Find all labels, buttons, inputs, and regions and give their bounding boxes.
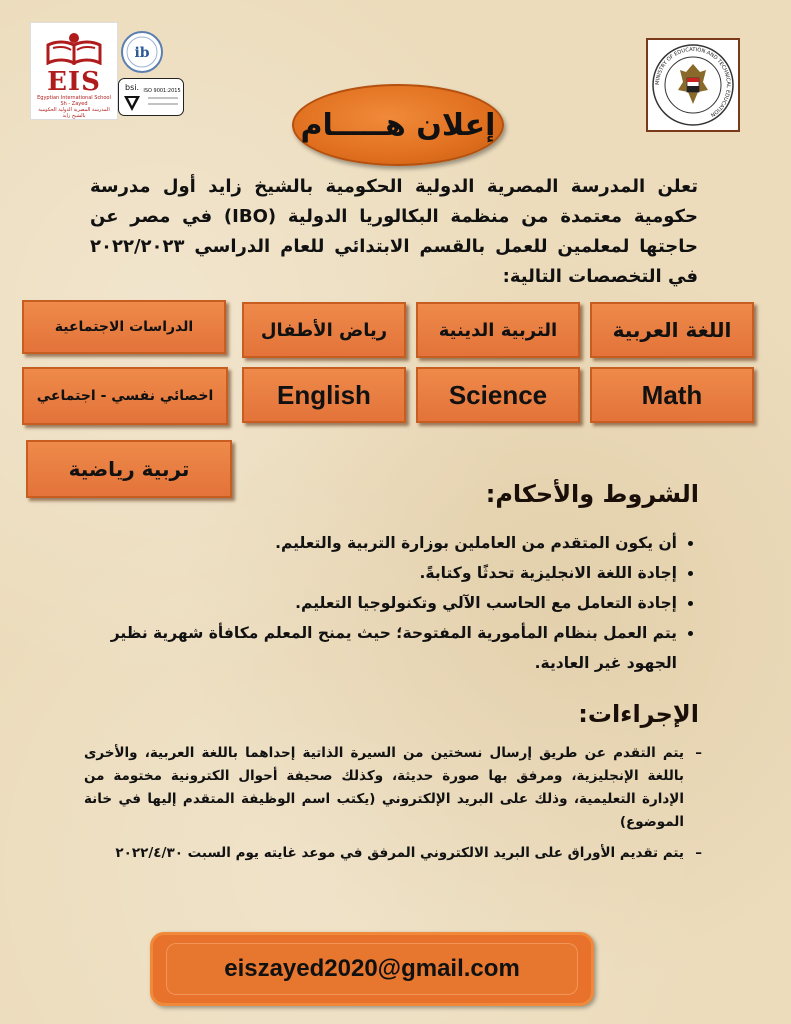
procedure-item: – يتم تقديم الأوراق على البريد الالكتروني المرفق في موعد غايته يوم السبت ٢٠٢٢/٤/٣٠: [115, 845, 702, 861]
eis-logo-subtitle-ar: المدرسة المصرية الدولية الحكومية بالشيخ زايد: [38, 107, 110, 119]
subject-pe: تربية رياضية: [26, 440, 232, 498]
subject-kindergarten: رياض الأطفال: [242, 302, 406, 358]
email-box: [150, 932, 594, 1006]
procedure-text: يتم التقدم عن طريق إرسال نسختين من السيرة الذاتية إحداهما باللغة العربية، والأخرى باللغة الإنجليزية، ومرفق بها صورة حديثة، وكذلك صحيفة أحوال الكترونية مختومة من الإدارة التعليمية، وذلك على البريد الإلكتروني (يكتب اسم الوظيفة المتقدم إليها في خانة الموضوع): [84, 745, 684, 830]
procedure-text: يتم تقديم الأوراق على البريد الالكتروني المرفق في موعد غايته يوم السبت ٢٠٢٢/٤/٣٠: [115, 845, 684, 861]
subject-math: Math: [590, 367, 754, 423]
subject-social-studies: الدراسات الاجتماعية: [22, 300, 226, 354]
eis-logo: [30, 22, 118, 120]
intro-paragraph: تعلن المدرسة المصرية الدولية الحكومية بالشيخ زايد أول مدرسة حكومية معتمدة من منظمة البكالوريا الدولية (IBO) في مصر عن حاجتها لمعلمين للعمل بالقسم الابتدائي للعام الدراسي ٢٠٢٢/٢٠٢٣ في التخصصات التالية:: [90, 176, 698, 287]
eis-logo-subtitle: Egyptian International School Sh - Zayed: [37, 95, 111, 107]
procedures-list: [84, 742, 702, 873]
eis-logo-text: EIS: [47, 67, 101, 97]
procedures-heading: الإجراءات:: [578, 700, 699, 728]
subject-english: English: [242, 367, 406, 423]
bsi-text: bsi.: [124, 83, 140, 92]
procedure-item: – يتم التقدم عن طريق إرسال نسختين من السيرة الذاتية إحداهما باللغة العربية، والأخرى باللغة الإنجليزية، ومرفق بها صورة حديثة، وكذلك صحيفة أحوال الكترونية مختومة من الإدارة التعليمية، وذلك على البريد الإلكتروني (يكتب اسم الوظيفة المتقدم إليها في خانة الموضوع): [84, 745, 702, 830]
subject-psych-social: اخصائي نفسي - اجتماعي: [22, 367, 228, 425]
list-item: • يتم العمل بنظام المأمورية المفتوحة؛ حيث يمنح المعلم مكافأة شهرية نظير الجهود غير العادية.: [57, 618, 677, 678]
list-item: • إجادة اللغة الانجليزية تحدثًا وكتابةً.: [57, 558, 677, 588]
ib-logo-text: ib: [134, 45, 150, 61]
subject-arabic: اللغة العربية: [590, 302, 754, 358]
bsi-iso-logo: [118, 78, 184, 116]
open-book-icon: [44, 31, 104, 65]
subject-religion: التربية الدينية: [416, 302, 580, 358]
announcement-title: إعلان هـــــام: [292, 84, 504, 166]
list-item: • أن يكون المتقدم من العاملين بوزارة التربية والتعليم.: [57, 528, 677, 558]
conditions-heading: الشروط والأحكام:: [485, 480, 699, 508]
ministry-ring-text: MINISTRY OF EDUCATION AND TECHNICAL EDUCATION: [654, 46, 732, 118]
iso-text: ISO 9001:2015: [143, 88, 181, 94]
list-item: • إجادة التعامل مع الحاسب الآلي وتكنولوجيا التعليم.: [57, 588, 677, 618]
subject-science: Science: [416, 367, 580, 423]
ministry-logo: [646, 38, 740, 132]
email-address[interactable]: eiszayed2020@gmail.com: [166, 943, 578, 995]
conditions-list: [57, 528, 699, 678]
ib-logo: [120, 30, 164, 74]
